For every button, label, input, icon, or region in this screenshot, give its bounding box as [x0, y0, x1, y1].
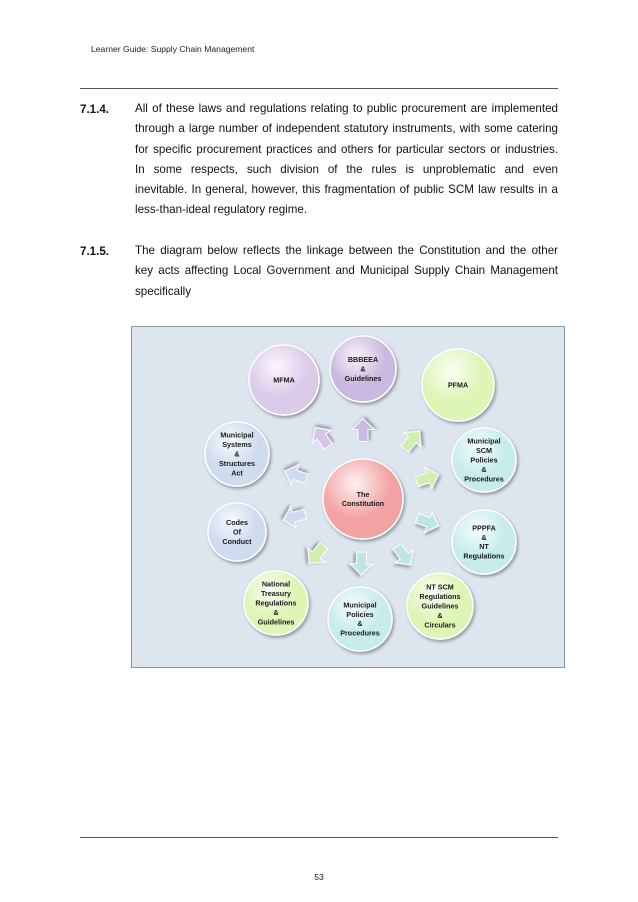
node-pfma-label: PFMA: [447, 380, 469, 390]
node-municipal-systems-act-label: Structures: [219, 458, 255, 468]
node-national-treasury-regulations-label: Treasury: [261, 589, 291, 599]
paragraph-line: for specific procurement practices and others for particular sectors or industries.: [135, 142, 558, 156]
node-constitution-label: The: [356, 489, 370, 499]
node-bbbeea-label: BBBEEA: [347, 355, 379, 365]
node-nt-scm-regulations-label: Regulations: [419, 592, 461, 602]
node-codes-of-conduct-label: Codes: [226, 518, 248, 528]
link-arrow: [350, 552, 373, 576]
node-pfma: [422, 349, 494, 421]
section-paragraph: [135, 99, 558, 221]
node-nt-scm-regulations: [407, 573, 473, 639]
paragraph-line: In some respects, such division of the rules is unproblematic and even: [135, 162, 558, 176]
link-arrow: [396, 424, 428, 456]
link-arrow: [281, 461, 310, 489]
node-national-treasury-regulations-label: &: [273, 607, 279, 617]
node-nt-scm-regulations-label: Guidelines: [421, 601, 459, 611]
paragraph-line: All of these laws and regulations relating to public procurement are implemented: [135, 102, 558, 115]
link-arrow: [280, 503, 308, 530]
node-nt-scm-regulations-label: NT SCM: [426, 582, 454, 592]
node-municipal-systems-act-label: Municipal: [220, 430, 254, 440]
page-number: 53: [314, 872, 324, 882]
link-arrow: [388, 540, 419, 572]
diagram-canvas: [132, 327, 564, 667]
node-municipal-policies-label: &: [357, 619, 363, 629]
section-paragraph: [135, 241, 558, 302]
node-bbbeea-label: Guidelines: [344, 373, 382, 383]
node-municipal-policies: [328, 587, 392, 651]
node-municipal-policies-label: Municipal: [343, 600, 377, 610]
node-municipal-policies-label: Procedures: [340, 628, 380, 638]
node-municipal-systems-act-label: Act: [231, 468, 243, 478]
node-national-treasury-regulations-label: Guidelines: [257, 617, 295, 627]
node-pppfa-label: &: [481, 532, 487, 542]
nodes-layer: [205, 336, 516, 651]
paragraph-line: less-than-ideal regulatory regime.: [135, 203, 308, 217]
node-nt-scm-regulations-label: Circulars: [424, 620, 456, 630]
node-pppfa-label: Regulations: [463, 551, 505, 561]
link-arrow: [301, 539, 333, 571]
node-municipal-systems-act: [205, 422, 269, 486]
node-municipal-systems-act-label: &: [234, 449, 240, 459]
node-mfma-label: MFMA: [273, 375, 295, 385]
constitution-linkage-diagram: [131, 326, 565, 668]
node-nt-scm-regulations-label: &: [437, 610, 443, 620]
node-mfma: [249, 345, 319, 415]
header-rule: [80, 88, 558, 89]
paragraph-line: key acts affecting Local Government and Municipal Supply Chain Management: [135, 264, 558, 278]
node-constitution-label: Constitution: [341, 499, 385, 509]
node-pppfa: [452, 510, 516, 574]
node-national-treasury-regulations: [244, 571, 308, 635]
node-codes-of-conduct-label: Of: [233, 527, 241, 537]
section-number: 7.1.5.: [80, 245, 110, 258]
paragraph-line: specifically: [135, 284, 192, 298]
paragraph-line: inevitable. In general, however, this fragmentation of public SCM law results in a: [135, 183, 558, 197]
link-arrow: [413, 508, 442, 536]
footer-rule: [80, 837, 558, 838]
node-codes-of-conduct: [208, 503, 266, 561]
node-constitution: [323, 459, 403, 539]
paragraph-line: The diagram below reflects the linkage between the Constitution and the other: [135, 244, 558, 257]
node-bbbeea: [330, 336, 396, 402]
node-municipal-scm-policies-label: Municipal: [467, 436, 501, 446]
link-arrow: [413, 464, 442, 492]
link-arrow: [306, 421, 337, 452]
link-arrow: [352, 419, 374, 442]
node-municipal-scm-policies-label: Procedures: [464, 474, 504, 484]
page-header: Learner Guide: Supply Chain Management: [91, 44, 255, 54]
node-national-treasury-regulations-label: Regulations: [255, 598, 297, 608]
node-municipal-policies-label: Policies: [346, 609, 374, 619]
node-codes-of-conduct-label: Conduct: [222, 536, 252, 546]
node-bbbeea-label: &: [360, 364, 366, 374]
node-municipal-systems-act-label: Systems: [222, 440, 252, 450]
node-municipal-scm-policies-label: &: [481, 464, 487, 474]
node-municipal-scm-policies-label: SCM: [476, 446, 492, 456]
node-pppfa-label: PPPFA: [472, 523, 496, 533]
paragraph-line: through a large number of independent statutory instruments, with some catering: [135, 122, 558, 136]
node-municipal-scm-policies-label: Policies: [470, 455, 498, 465]
node-pppfa-label: NT: [479, 542, 489, 552]
node-national-treasury-regulations-label: National: [261, 579, 291, 589]
section-number: 7.1.4.: [80, 103, 110, 116]
node-municipal-scm-policies: [452, 428, 516, 492]
